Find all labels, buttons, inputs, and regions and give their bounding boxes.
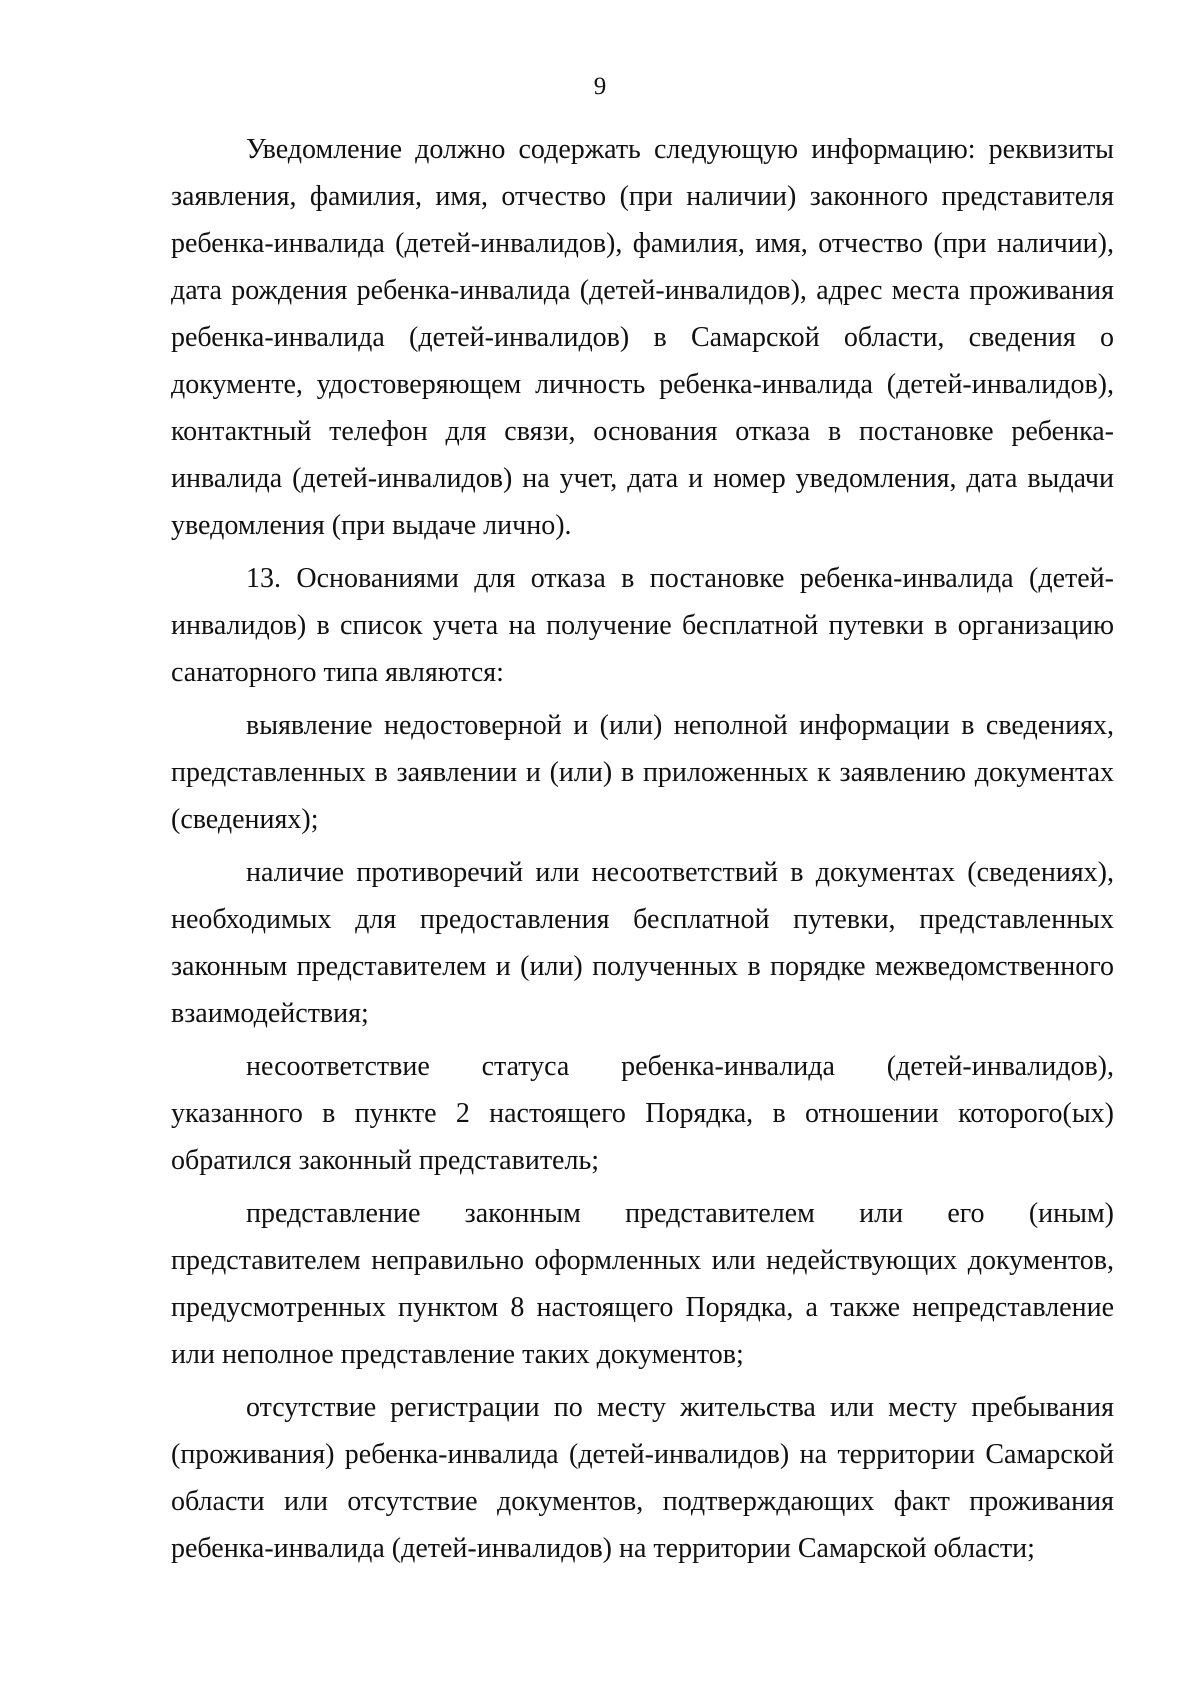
paragraph-notification-content: Уведомление должно содержать следующую информацию: реквизиты заявления, фамилия, имя, отчество (при наличии) законного представителя ребенка-инвалида (детей-инвалидов), фамилия, имя, отчество (при наличии), дата рождения ребенка-инвалида (детей-инвалидов), адрес места проживания ребенка-инвалида (детей-инвалидов) в Самарской области, сведения о документе, удостоверяющем личность ребенка-инвалида (детей-инвалидов), контактный телефон для связи, основания отказа в постановке ребенка-инвалида (детей-инвалидов) на учет, дата и номер уведомления, дата выдачи уведомления (при выдаче лично). <box>171 134 1114 541</box>
paragraph-item-13: 13. Основаниями для отказа в постановке ребенка-инвалида (детей-инвалидов) в список учета на получение бесплатной путевки в организацию санаторного типа являются: <box>171 563 1114 688</box>
paragraph-status-mismatch: несоответствие статуса ребенка-инвалида (детей-инвалидов), указанного в пункте 2 настоящего Порядка, в отношении которого(ых) обратился законный представитель; <box>171 1051 1114 1176</box>
paragraph-no-registration: отсутствие регистрации по месту жительства или месту пребывания (проживания) ребенка-инвалида (детей-инвалидов) на территории Самарской области или отсутствие документов, подтверждающих факт проживания ребенка-инвалида (детей-инвалидов) на территории Самарской области; <box>171 1392 1114 1564</box>
paragraph-contradictions: наличие противоречий или несоответствий в документах (сведениях), необходимых для предоставления бесплатной путевки, представленных законным представителем и (или) полученных в порядке межведомственного взаимодействия; <box>171 857 1114 1029</box>
page-number: 9 <box>593 73 607 100</box>
paragraph-false-information: выявление недостоверной и (или) неполной информации в сведениях, представленных в заявлении и (или) в приложенных к заявлению документах (сведениях); <box>171 710 1114 835</box>
paragraph-invalid-documents: представление законным представителем или его (иным) представителем неправильно оформленных или недействующих документов, предусмотренных пунктом 8 настоящего Порядка, а также непредставление или неполное представление таких документов; <box>171 1198 1114 1370</box>
document-body <box>171 126 1114 1578</box>
